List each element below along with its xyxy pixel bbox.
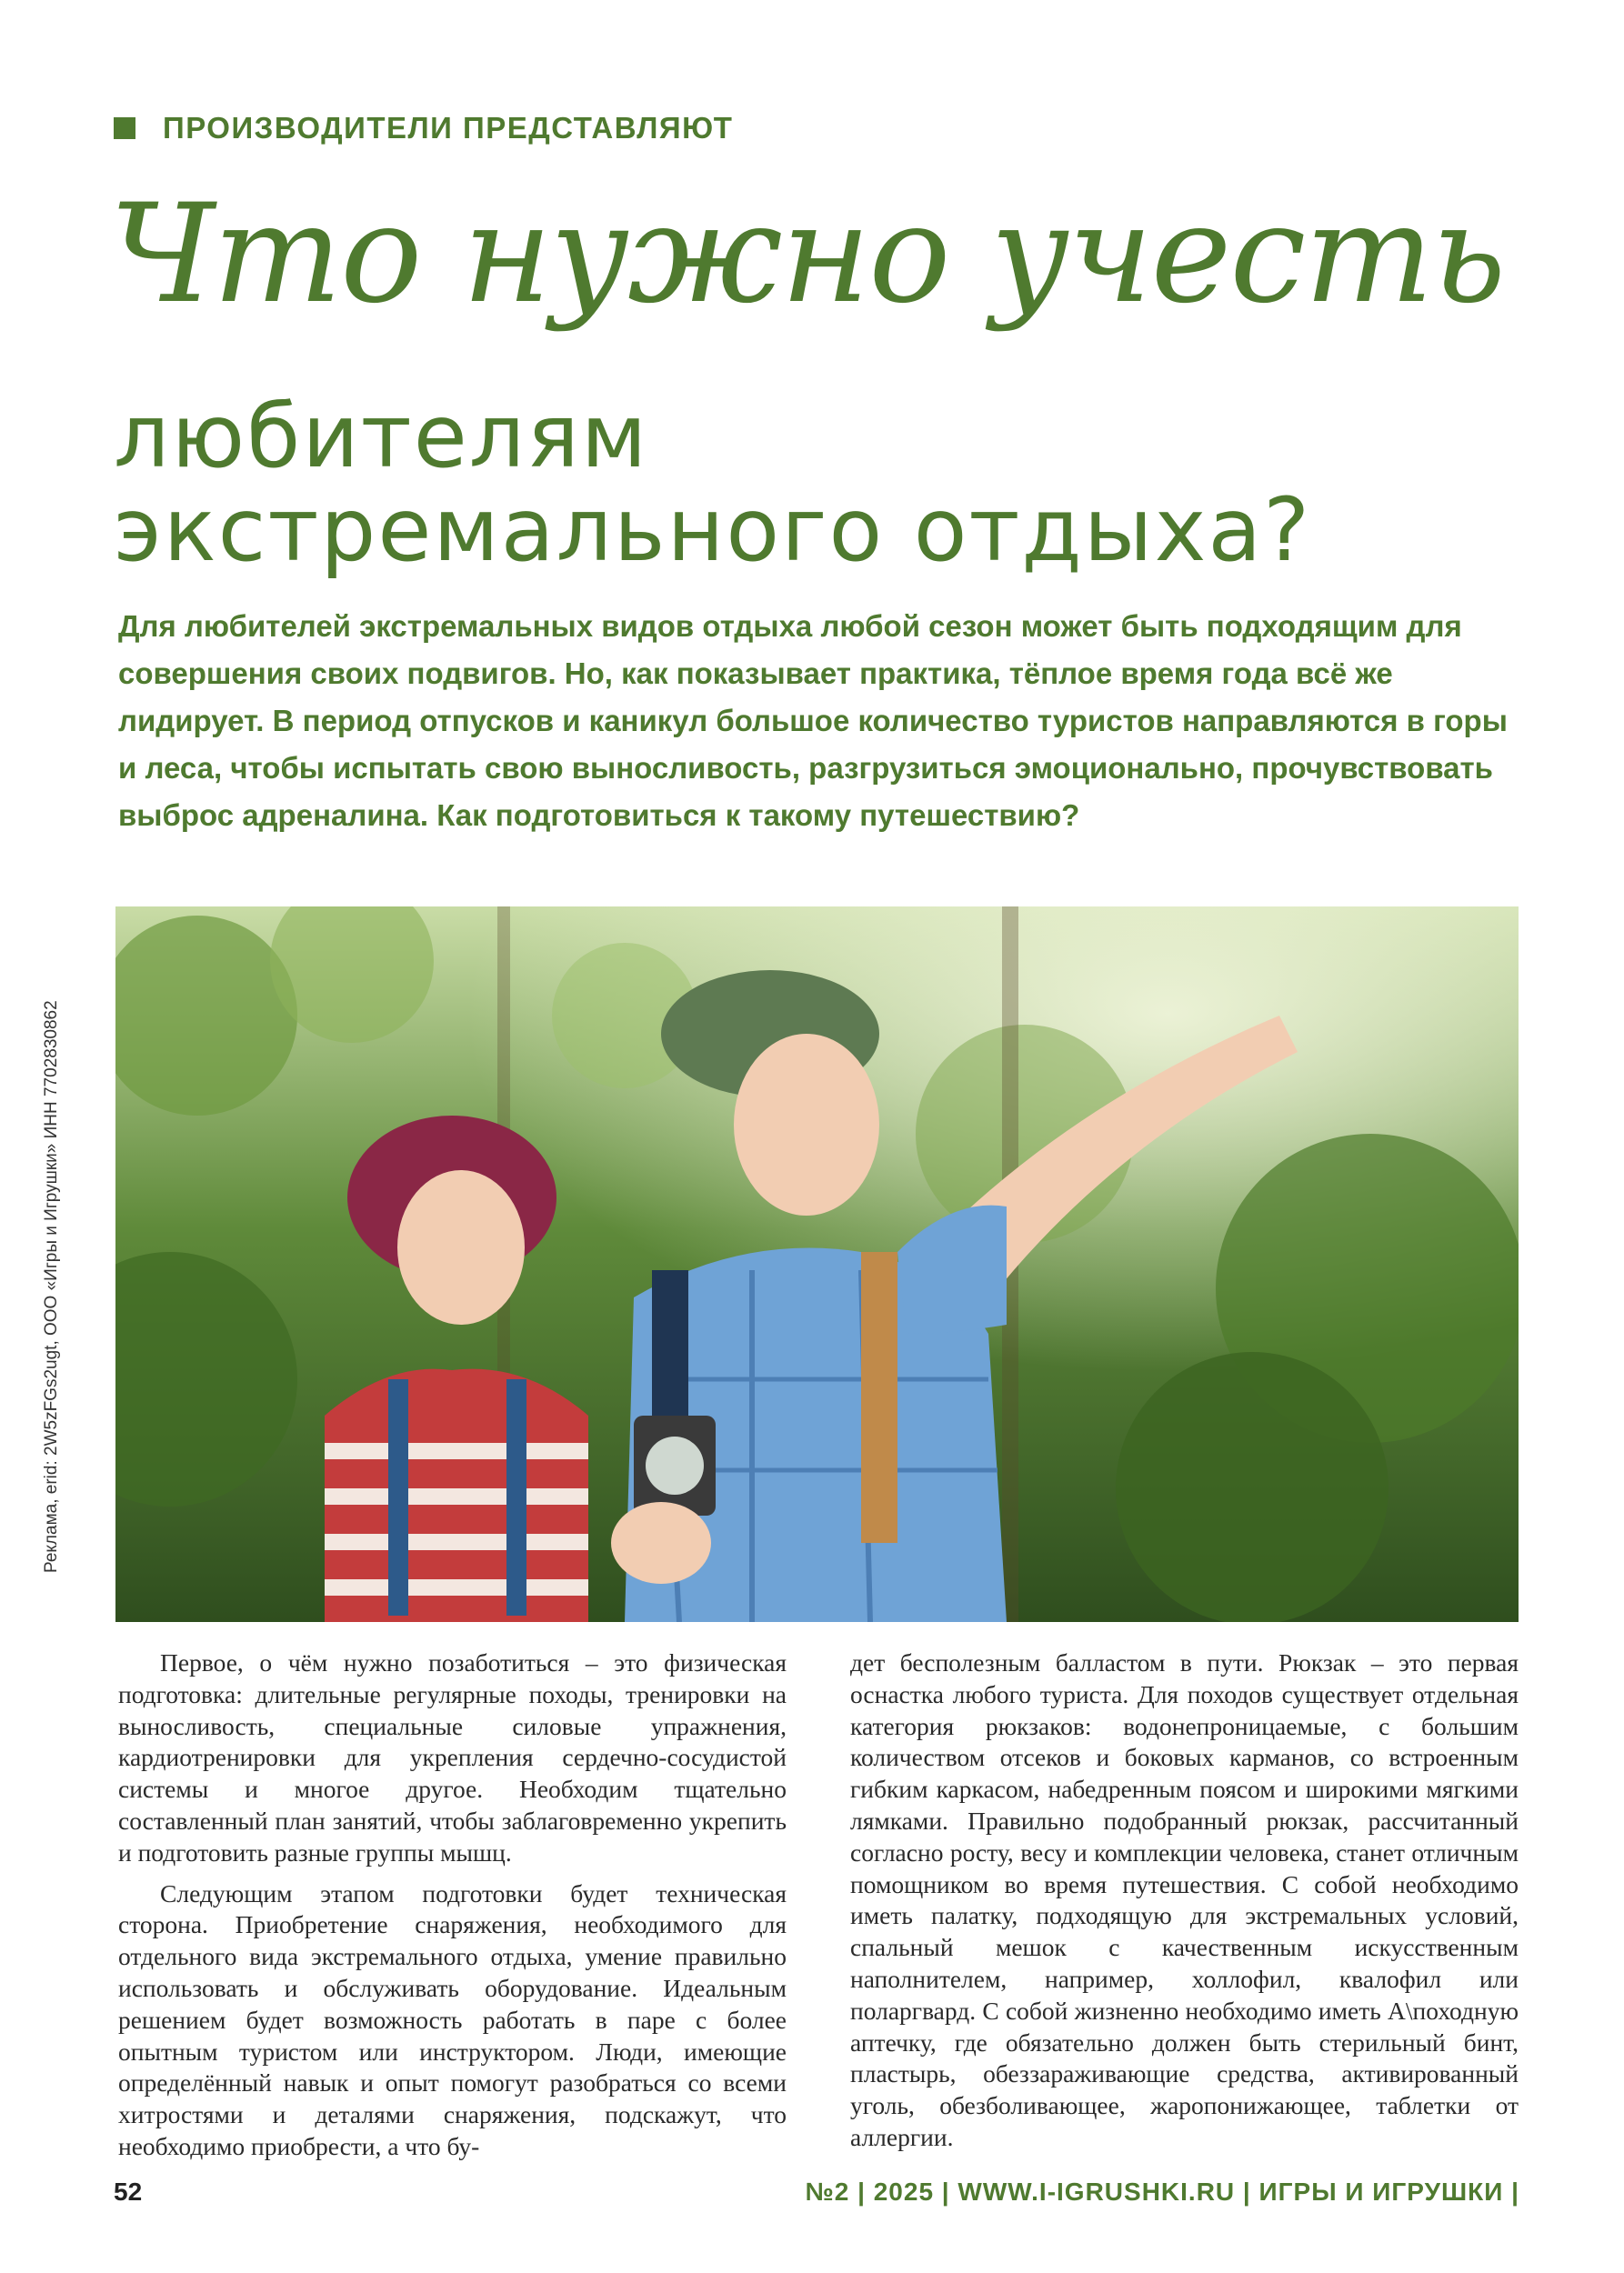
footer-issue-info: №2 | 2025 | WWW.I-IGRUSHKI.RU | ИГРЫ И ИГРУШКИ |	[805, 2178, 1519, 2206]
section-marker	[114, 117, 135, 139]
lead-paragraph: Для любителей экстремальных видов отдыха любой сезон может быть подходящим для совершения своих подвигов. Но, как показывает практика, тёплое время года всё же лидирует. В период отпусков и каникул большое количество туристов направляются в горы и леса, чтобы испытать свою выносливость, разгрузиться эмоционально, прочувствовать выброс адреналина. Как подготовиться к такому путешествию?	[118, 609, 1508, 832]
ad-label: Реклама, erid: 2W5zFGs2ugt, ООО «Игры и Игрушки» ИНН 7702830862	[42, 1000, 61, 1573]
body-column-right	[850, 1647, 1519, 2163]
body-paragraph-3: дет бесполезным балластом в пути. Рюкзак – это первая оснастка любого туриста. Для походов существует отдельная категория рюкзаков: водонепроницаемые, с большим количеством отсеков и боковых карманов, со встроенным гибким каркасом, набедренным поясом и широкими мягкими лямками. Правильно подобранный рюкзак, рассчитанный согласно росту, весу и комплекции человека, станет отличным помощником во время путешествия. С собой необходимо иметь палатку, подходящую для экстремальных условий, спальный мешок с качественным искусственным наполнителем, например, холлофил, квалофил или поларгвард. С собой жизненно необходимо иметь А\походную аптечку, где обязательно должен быть стерильный бинт, пластырь, обеззараживающие средства, активированный уголь, обезболивающее, жаропонижающее, таблетки от аллергии.	[850, 1648, 1519, 2151]
body-paragraph-2: Следующим этапом подготовки будет техническая сторона. Приобретение снаряжения, необходимого для отдельного вида экстремального отдыха, умение правильно использовать и обслуживать оборудование. Идеальным решением будет возможность работать в паре с более опытным туристом или инструктором. Люди, имеющие определённый навык и опыт помогут разобраться со всеми хитростями и деталями снаряжения, подскажут, что необходимо приобрести, а что бу-	[118, 1878, 787, 2160]
section-label: ПРОИЗВОДИТЕЛИ ПРЕДСТАВЛЯЮТ	[163, 111, 734, 145]
article-photo	[115, 906, 1519, 1622]
title-script-line: Что нужно учесть	[109, 175, 1505, 334]
title-line-2: любителям	[114, 386, 649, 487]
title-line-3: экстремального отдыха?	[114, 479, 1312, 581]
page-number: 52	[114, 2178, 143, 2206]
body-paragraph-1: Первое, о чём нужно позаботиться – это физическая подготовка: длительные регулярные походы, тренировки на выносливость, специальные силовые упражнения, кардиотренировки для укрепления сердечно-сосудистой системы и многое другое. Необходим тщательно составленный план занятий, чтобы заблаговременно укрепить и подготовить разные группы мышц.	[118, 1648, 787, 1867]
section-header	[114, 111, 733, 145]
body-column-left	[118, 1647, 787, 2172]
kids-in-forest-illustration	[115, 906, 1519, 1622]
